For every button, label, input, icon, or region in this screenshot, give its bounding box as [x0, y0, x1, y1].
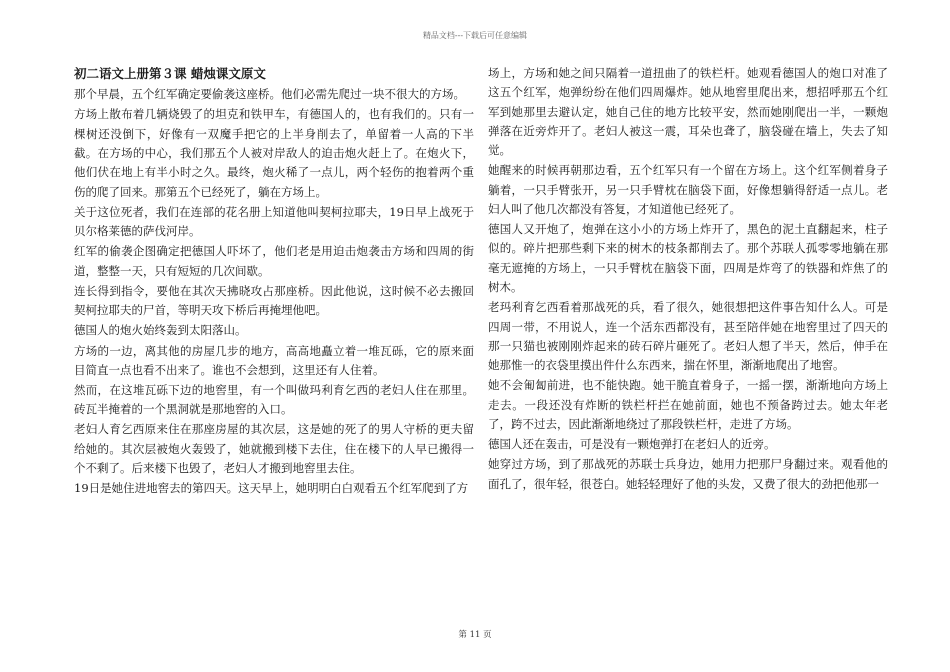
paragraph: 她不会匍匐前进，也不能快跑。她干脆直着身子，一摇一摆，渐渐地向方场上走去。一段还没有炸断的铁栏杆拦在她前面，她也不预备跨过去。她太年老了，跨不过去，因此渐渐地绕过了那段铁栏杆，走进了方场。	[488, 378, 888, 431]
paragraph: 方场的一边，离其他的房屋几步的地方，高高地矗立着一堆瓦砾，它的原来面目简直一点也看不出来了。谁也不会想到，这里还有人住着。	[74, 343, 474, 377]
paragraph: 老妇人育乞西原来住在那座房屋的其次层，这是她的死了的男人守桥的更夫留给她的。其次层被炮火轰毁了，她就搬到楼下去住，住在楼下的人早已搬得一个不剩了。后来楼下也毁了，老妇人才搬到地窖里去住。	[74, 422, 474, 476]
paragraph: 老玛利育乞西看着那战死的兵，看了很久，她很想把这件事告知什么人。可是四周一带，不用说人，连一个活东西都没有，甚至陪伴她在地窖里过了四天的那一只猫也被刚刚炸起来的砖石碎片砸死了。老妇人想了半天，然后，伸手在她那惟一的衣袋里摸出件什么东西来，揣在怀里，渐渐地爬出了地窖。	[488, 300, 888, 373]
paragraph: 场上，方场和她之间只隔着一道扭曲了的铁栏杆。她观看德国人的炮口对准了这五个红军，炮弹纷纷在他们四周爆炸。她从地窖里爬出来，想招呼那五个红军到她那里去避认定，她自己住的地方比较平安，然而她刚爬出一半，一颗炮弹落在近旁炸开了。老妇人被这一震，耳朵也聋了，脑袋碰在墙上，失去了知觉。	[488, 66, 888, 158]
paragraph: 德国人还在轰击，可是没有一颗炮弹打在老妇人的近旁。	[488, 437, 776, 452]
paragraph: 那个早晨，五个红军确定要偷袭这座桥。他们必需先爬过一块不很大的方场。	[74, 87, 465, 102]
paragraph: 连长得到指令，要他在其次天拂晓攻占那座桥。因此他说，这时候不必去搬回契柯拉耶夫的尸首，等明天攻下桥后再掩埋他吧。	[74, 283, 474, 318]
document-title: 初二语文上册第３课 蜡烛课文原文	[74, 66, 266, 81]
paragraph: 她醒来的时候再朝那边看，五个红军只有一个留在方场上。这个红军侧着身子躺着，一只手臂张开，另一只手臂枕在脑袋下面，好像想躺得舒适一点儿。老妇人叫了他几次都没有答复，才知道他已经死了。	[488, 163, 888, 216]
paragraph: 德国人的炮火始终轰到太阳落山。	[74, 323, 247, 338]
page-header-watermark: 精品文档---下载后可任意编辑	[422, 31, 528, 40]
left-text-column	[74, 64, 474, 499]
paragraph: 红军的偷袭企图确定把德国人吓坏了，他们老是用迫击炮袭击方场和四周的街道，整整一天，只有短短的几次间歇。	[74, 244, 474, 278]
paragraph: 方场上散布着几辆烧毁了的坦克和铁甲车，有德国人的，也有我们的。只有一棵树还没倒下，好像有一双魔手把它的上半身削去了，单留着一人高的下半截。在方场的中心，我们那五个人被对岸敌人的迫击炮火赶上了。在炮火下，他们伏在地上有半小时之久。最终，炮火稀了一点儿，两个轻伤的抱着两个重伤的爬了回来。那第五个已经死了，躺在方场上。	[74, 107, 474, 199]
page-number: 第 11 页	[458, 630, 492, 640]
paragraph: 关于这位死者，我们在连部的花名册上知道他叫契柯拉耶夫，19日早上战死于贝尔格莱德的萨伐河岸。	[74, 204, 474, 239]
paragraph: 德国人又开炮了，炮弹在这小小的方场上炸开了，黑色的泥土直翻起来，柱子似的。碎片把那些剩下来的树木的枝条都削去了。那个苏联人孤零零地躺在那毫无遮掩的方场上，一只手臂枕在脑袋下面，四周是炸弯了的铁器和炸焦了的树木。	[488, 222, 888, 295]
paragraph: 她穿过方场，到了那战死的苏联士兵身边，她用力把那尸身翻过来。观看他的面孔了，很年轻，很苍白。她轻轻理好了他的头发，又费了很大的劲把他那一	[488, 457, 888, 491]
paragraph: 19日是她住进地窖去的第四天。这天早上，她明明白白观看五个红军爬到了方	[74, 481, 469, 496]
paragraph: 然而，在这堆瓦砾下边的地窖里，有一个叫做玛利育乞西的老妇人住在那里。砖瓦半掩着的一个黑洞就是那地窖的入口。	[74, 382, 474, 417]
right-text-column	[488, 64, 888, 495]
